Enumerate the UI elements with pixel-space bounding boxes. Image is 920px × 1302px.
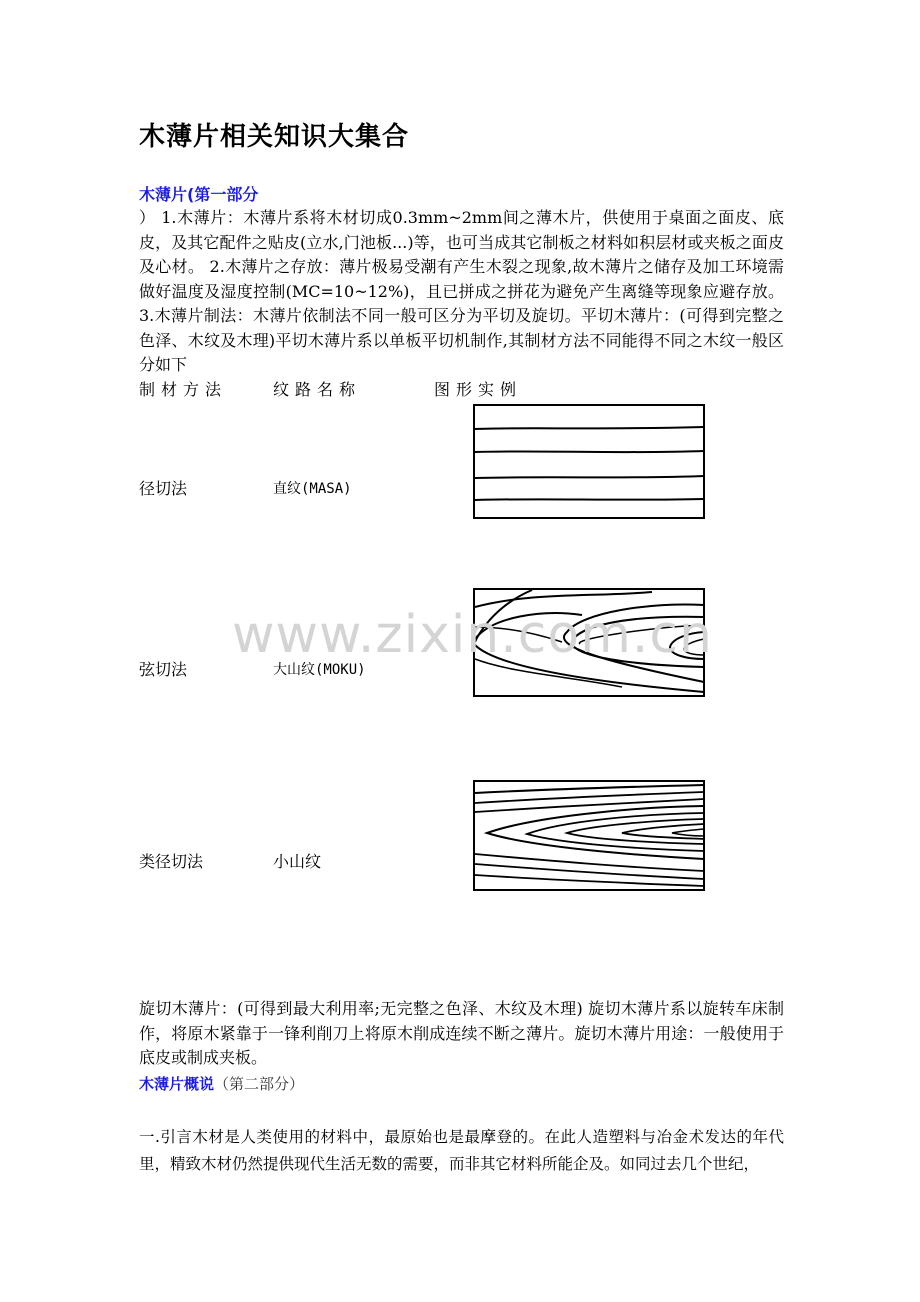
section2-paragraph: 一.引言木材是人类使用的材料中，最原始也是最摩登的。在此人造塑料与冶金术发达的年代里，精致木材仍然提供现代生活无数的需要，而非其它材料所能企及。如同过去几个世纪，: [139, 1128, 784, 1173]
section1-paragraph: ） 1.木薄片：木薄片系将木材切成0.3mm~2mm间之薄木片，供使用于桌面之面皮、底皮，及其它配件之贴皮(立水,门池板...)等，也可当成其它制板之材料如积层材或夹板之面皮及心材。 2.木薄片之存放：薄片极易受潮有产生木裂之现象,故木薄片之储存及加工环境需做好温度及湿度控制(MC=10~12%)，且已拼成之拼花为避免产生离缝等现象应避存放。 3.木薄片制法：木薄片依制法不同一般可区分为平切及旋切。平切木薄片：(可得到完整之色泽、木纹及木理)平切木薄片系以单板平切机制作,其制材方法不同能得不同之木纹一般区分如下: [139, 208, 784, 374]
row3-method: 类径切法: [139, 852, 204, 871]
row2-method: 弦切法: [139, 660, 188, 679]
watermark: www.zixin.com.cn: [232, 605, 713, 665]
section2-heading-line: [139, 1073, 304, 1094]
header-grain: 纹路名称: [273, 380, 362, 399]
page-title: 木薄片相关知识大集合: [139, 122, 410, 152]
row1-grain: 直纹(MASA): [273, 481, 352, 497]
straight-grain-figure: [472, 403, 708, 521]
header-figure: 图形实例: [434, 380, 523, 399]
row1-method: 径切法: [139, 479, 188, 498]
row3-grain: 小山纹: [273, 852, 322, 871]
section2-heading: 木薄片概说: [139, 1075, 215, 1093]
row2-grain: 大山纹(MOKU): [273, 662, 366, 678]
section2-subheading: （第二部分）: [214, 1075, 305, 1093]
section1-heading: 木薄片(第一部分: [139, 185, 259, 204]
header-method: 制材方法: [139, 380, 228, 399]
rotary-paragraph: 旋切木薄片：(可得到最大利用率;无完整之色泽、木纹及木理) 旋切木薄片系以旋转车床制作，将原木紧靠于一锋利削刀上将原木削成连续不断之薄片。旋切木薄片用途：一般使用于底皮或制成夹板。: [139, 999, 784, 1067]
small-cathedral-grain-figure: [472, 779, 708, 893]
